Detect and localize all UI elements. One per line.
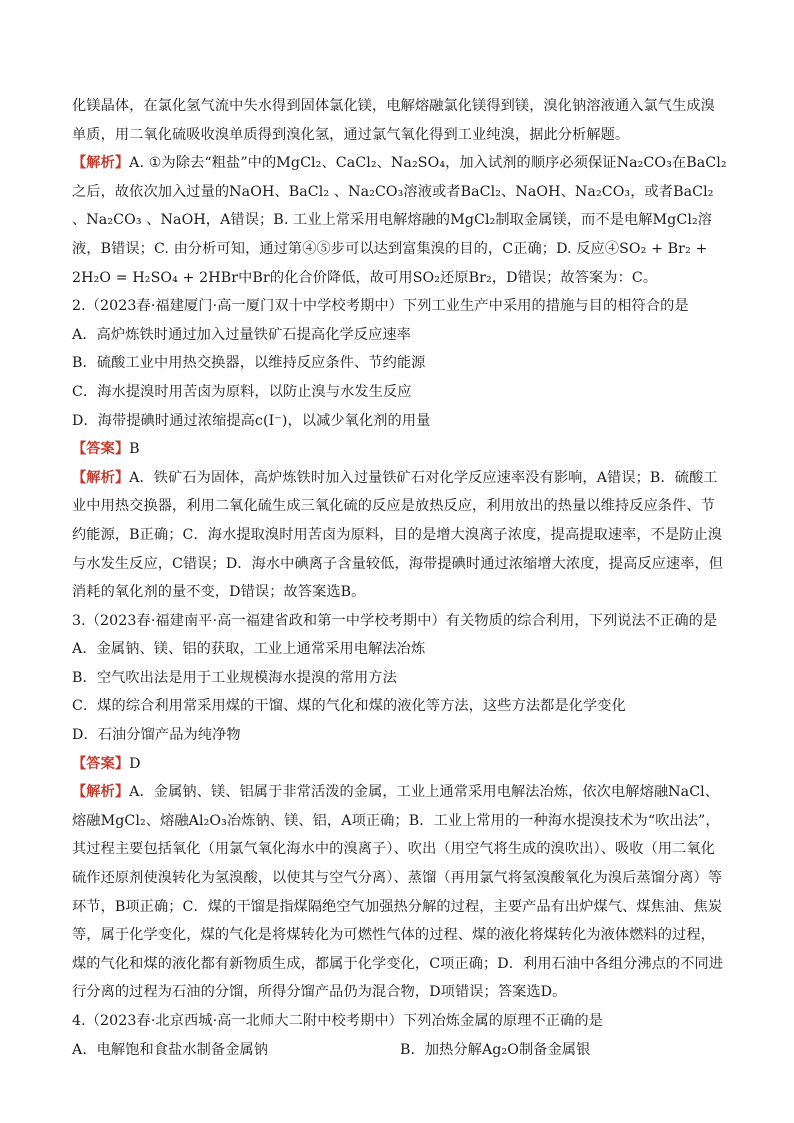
q4-options-row — [72, 1036, 728, 1065]
analysis-tag: 【解析】 — [72, 469, 130, 486]
q2-option-a: A．高炉炼铁时通过加入过量铁矿石提高化学反应速率 — [72, 326, 411, 343]
q1-analysis — [72, 149, 728, 292]
q2-option-d: D．海带提碘时通过浓缩提高c(I⁻)，以减少氧化剂的用量 — [72, 412, 431, 429]
q3-option-d: D．石油分馏产品为纯净物 — [72, 727, 241, 744]
document-page — [72, 92, 728, 1064]
analysis-tag: 【解析】 — [72, 155, 130, 172]
answer-tag: 【答案】 — [72, 755, 130, 772]
q2-option-b: B．硫酸工业中用热交换器，以维持反应条件、节约能源 — [72, 355, 426, 372]
q3-option-a: A．金属钠、镁、铝的获取，工业上通常采用电解法冶炼 — [72, 641, 426, 658]
q2-answer — [72, 435, 728, 464]
q3-analysis-text: A．金属钠、镁、铝属于非常活泼的金属，工业上通常采用电解法冶炼，依次电解熔融NaCl、熔融MgCl₂、熔融Al₂O₃冶炼钠、镁、铝，A项正确；B．工业上常用的一种海水提溴技术为“吹出法”，其过程主要包括氧化（用氯气氧化海水中的溴离子）、吹出（用空气将生成的溴吹出）、吸收（用二氧化硫作还原剂使溴转化为氢溴酸，以使其与空气分离）、蒸馏（再用氯气将氢溴酸氧化为溴后蒸馏分离）等环节，B项正确；C．煤的干馏是指煤隔绝空气加强热分解的过程，主要产品有出炉煤气、煤焦油、焦炭等，属于化学变化，煤的气化是将煤转化为可燃性气体的过程、煤的液化将煤转化为液体燃料的过程，煤的气化和煤的液化都有新物质生成，都属于化学变化，C项正确；D．利用石油中各组分沸点的不同进行分离的过程为石油的分馏，所得分馏产品仍为混合物，D项错误；答案选D。 — [72, 784, 724, 1001]
analysis-tag: 【解析】 — [72, 784, 130, 801]
q4-option-a: A．电解饱和食盐水制备金属钠 — [72, 1041, 269, 1058]
q1-analysis-text: A. ①为除去“粗盐”中的MgCl₂、CaCl₂、Na₂SO₄，加入试剂的顺序必须保证Na₂CO₃在BaCl₂之后，故依次加入过量的NaOH、BaCl₂ 、Na₂CO₃溶液或者BaCl₂、NaOH、Na₂CO₃，或者BaCl₂ 、Na₂CO₃ 、NaOH，A错误；B. 工业上常采用电解熔融的MgCl₂制取金属镁，而不是电解MgCl₂溶液，B错误；C. 由分析可知，通过第④⑤步可以达到富集溴的目的，C正确；D. 反应④SO₂ + Br₂ + 2H₂O = H₂SO₄ + 2HBr中Br的化合价降低，故可用SO₂还原Br₂，D错误；故答案为：C。 — [72, 155, 727, 286]
q3-answer — [72, 750, 728, 779]
q3-option-c: C．煤的综合利用常采用煤的干馏、煤的气化和煤的液化等方法，这些方法都是化学变化 — [72, 698, 626, 715]
q4-option-b: B．加热分解Ag₂O制备金属银 — [400, 1041, 591, 1058]
answer-tag: 【答案】 — [72, 441, 130, 458]
q2-analysis-text: A．铁矿石为固体，高炉炼铁时加入过量铁矿石对化学反应速率没有影响，A错误；B．硫酸工业中用热交换器，利用二氧化硫生成三氧化硫的反应是放热反应，利用放出的热量以维持反应条件、节约能源，B正确；C．海水提取溴时用苦卤为原料，目的是增大溴离子浓度，提高提取速率，不是防止溴与水发生反应，C错误；D．海水中碘离子含量较低，海带提碘时通过浓缩增大浓度，提高反应速率，但消耗的氧化剂的量不变，D错误；故答案选B。 — [72, 469, 724, 601]
q3-option-b: B．空气吹出法是用于工业规模海水提溴的常用方法 — [72, 669, 397, 686]
intro-paragraph: 化镁晶体，在氯化氢气流中失水得到固体氯化镁，电解熔融氯化镁得到镁，溴化钠溶液通入氯气生成溴单质，用二氧化硫吸收溴单质得到溴化氢，通过氯气氧化得到工业纯溴，据此分析解题。 — [72, 98, 715, 143]
q4-stem: 4.（2023春·北京西城·高一北师大二附中校考期中）下列冶炼金属的原理不正确的是 — [72, 1013, 603, 1029]
q3-answer-value: D — [129, 755, 141, 772]
q2-stem: 2.（2023春·福建厦门·高一厦门双十中学校考期中）下列工业生产中采用的措施与目的相符合的是 — [72, 298, 689, 315]
q3-analysis — [72, 778, 728, 1007]
q2-option-c: C．海水提溴时用苦卤为原料，以防止溴与水发生反应 — [72, 383, 412, 400]
q2-answer-value: B — [129, 441, 140, 458]
q2-analysis — [72, 464, 728, 607]
q3-stem: 3.（2023春·福建南平·高一福建省政和第一中学校考期中）有关物质的综合利用，下列说法不正确的是 — [72, 612, 718, 629]
